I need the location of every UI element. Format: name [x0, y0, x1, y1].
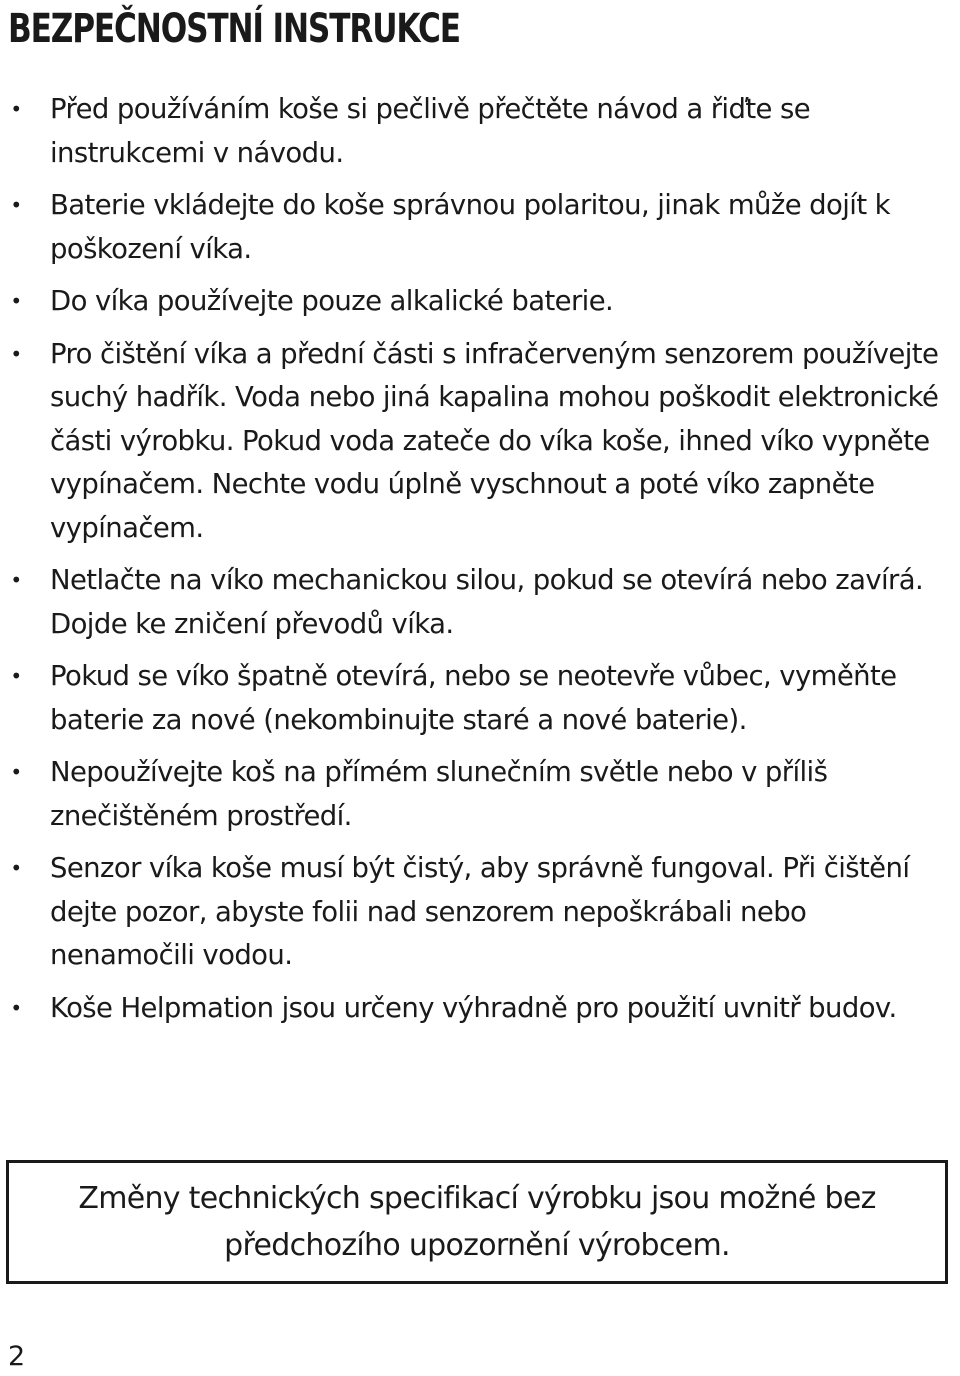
notice-text: [78, 1175, 875, 1269]
instruction-text: Senzor víka koše musí být čistý, aby správně fungoval. Při čištění dejte pozor, abyste folii nad senzorem nepoškrábali nebo nenamočili vodou.: [50, 852, 910, 971]
instruction-text: Pokud se víko špatně otevírá, nebo se neotevře vůbec, vyměňte baterie za nové (nekombinujte staré a nové baterie).: [50, 660, 897, 736]
instruction-text: Koše Helpmation jsou určeny výhradně pro použití uvnitř budov.: [50, 991, 897, 1024]
instruction-text: Pro čištění víka a přední části s infračerveným senzorem používejte suchý hadřík. Voda nebo jiná kapalina mohou poškodit elektronické části výrobku. Pokud voda zateče do víka koše, ihned víko vypněte vypínačem. Nechte vodu úplně vyschnout a poté víko zapněte vypínačem.: [50, 337, 939, 544]
bullet-icon: •: [10, 760, 22, 784]
instruction-text: Netlačte na víko mechanickou silou, pokud se otevírá nebo zavírá. Dojde ke zničení převodů víka.: [50, 564, 924, 640]
notice-box: [6, 1160, 948, 1284]
bullet-icon: •: [10, 193, 22, 217]
list-item: [0, 847, 960, 978]
instruction-text: Nepoužívejte koš na přímém slunečním světle nebo v příliš znečištěném prostředí.: [50, 756, 828, 832]
instruction-text: Do víka používejte pouze alkalické baterie.: [50, 285, 614, 317]
list-item: [0, 184, 960, 271]
notice-line-1: Změny technických specifikací výrobku jsou možné bez: [78, 1181, 876, 1216]
safety-instructions-list: [0, 88, 960, 1039]
bullet-icon: •: [10, 856, 22, 880]
bullet-icon: •: [10, 289, 22, 313]
list-item: [0, 655, 960, 742]
page-title: BEZPEČNOSTNÍ INSTRUKCE: [8, 6, 460, 52]
instruction-text: Baterie vkládejte do koše správnou polaritou, jinak může dojít k poškození víka.: [50, 189, 890, 265]
list-item: [0, 559, 960, 646]
bullet-icon: •: [10, 341, 22, 366]
list-item: [0, 333, 960, 551]
list-item: [0, 751, 960, 838]
list-item: [0, 987, 960, 1031]
bullet-icon: •: [10, 568, 22, 592]
notice-line-2: předchozího upozornění výrobcem.: [224, 1228, 730, 1263]
list-item: [0, 88, 960, 175]
page-number: 2: [8, 1341, 26, 1372]
list-item: [0, 280, 960, 324]
bullet-icon: •: [10, 97, 22, 121]
instruction-text: Před používáním koše si pečlivě přečtěte návod a řiďte se instrukcemi v návodu.: [50, 93, 811, 169]
bullet-icon: •: [10, 995, 22, 1020]
bullet-icon: •: [10, 664, 22, 688]
